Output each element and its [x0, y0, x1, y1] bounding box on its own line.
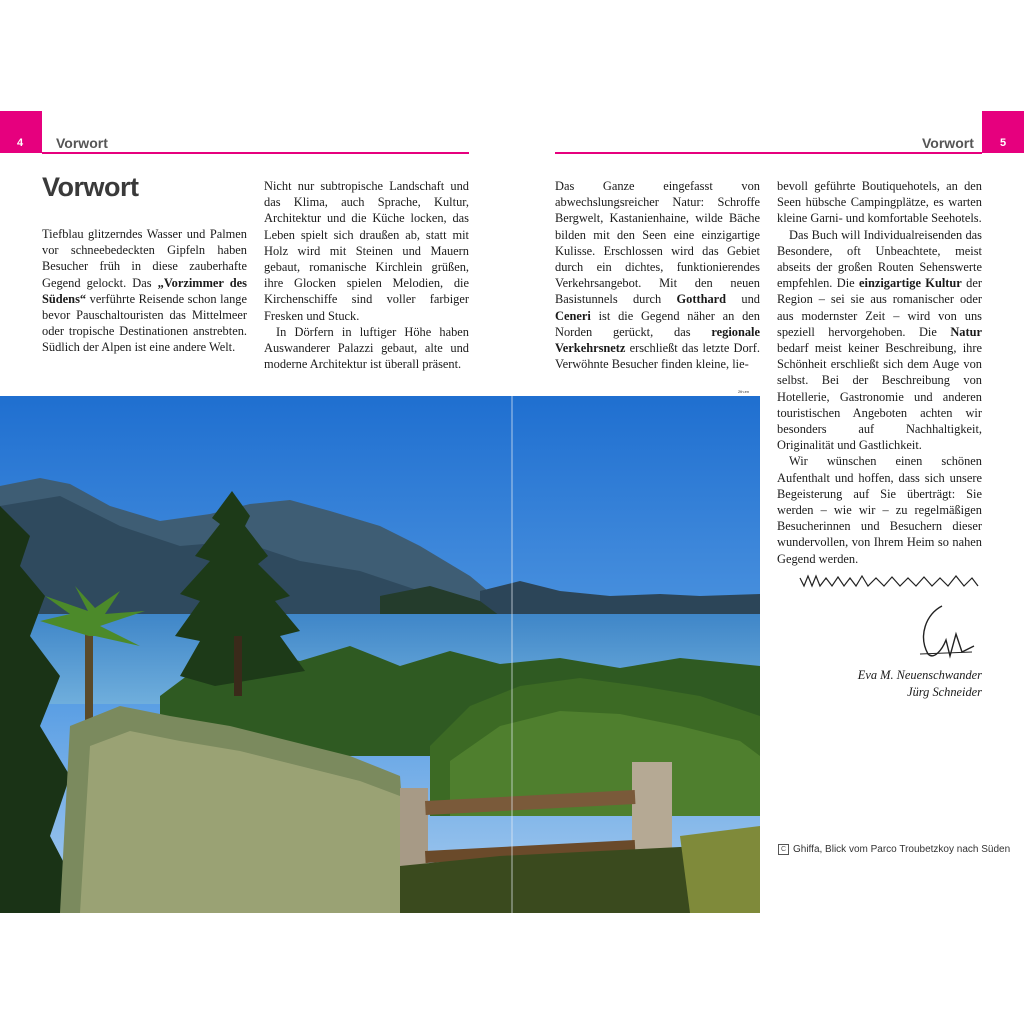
- photo-caption: [778, 844, 1010, 855]
- col3-text-1: Das Ganze eingefasst von abwechslungsreicher Natur: Schroffe Bergwelt, Kastanienhaine, wilde Bäche bilden mit den Seen eine einzigartige Kulisse. Erschlossen wird das Gebiet durch ein dichtes, funktionierendes Verkehrsangebot. Mit den neuen Basistunnels durch: [555, 179, 760, 307]
- header-rule-left: [42, 152, 469, 154]
- col2-paragraph-2: In Dörfern in luftiger Höhe haben Auswanderer Palazzi gebaut, alte und moderne Architektur ist überall präsent.: [264, 324, 469, 372]
- col4-paragraph-2: [777, 227, 982, 454]
- page-number-left: 4: [17, 137, 24, 149]
- text-column-4: [777, 178, 982, 567]
- signature-eva-neuenschwander: [796, 568, 982, 594]
- col1-bold-1: „Vorzimmer des Südens“: [42, 275, 247, 306]
- col4-bold-1: einzigartige Kultur: [859, 276, 962, 291]
- author-1: Eva M. Neuenschwander: [857, 668, 982, 682]
- signature-juerg-schneider: [912, 600, 982, 662]
- col3-bold-2: Ceneri: [555, 308, 591, 323]
- col1-text-2: verführte Reisende schon lange bevor Pauschaltouristen das Mittelmeer oder tropische Destinationen anstrebten. Südlich der Alpen ist eine andere Welt.: [42, 291, 247, 355]
- text-column-3: [555, 178, 760, 372]
- lake-landscape-photo: [0, 396, 760, 913]
- col4-paragraph-3: Wir wünschen einen schönen Aufenthalt und hoffen, dass sich unsere Begeisterung auf Sie überträgt: Sie werden – wie wir – zu regelmäßigen Besucherinnen und Besuchern dieser wundervollen, von Ihrem Heim so nahen Gegend werden.: [777, 454, 982, 566]
- photo-reference-icon: C: [778, 844, 789, 855]
- col3-text-2: und: [726, 292, 760, 307]
- col4-text-3: bedarf meist keiner Beschreibung, ihre Schönheit erschließt sich dem Auge von selbst. Bei der Beschreibung von Hotellerie, Gastronomie und anderen touristischen Angeboten achten wir besonders auf Nachhaltigkeit, Originalität und Gastlichkeit.: [777, 341, 982, 453]
- running-head-right: Vorwort: [922, 135, 974, 151]
- photo-credit: 2th.en: [738, 389, 750, 394]
- col2-paragraph-1: Nicht nur subtropische Landschaft und das Klima, auch Sprache, Kultur, Architektur und die Küche locken, das Leben spielt sich draußen ab, statt mit Holz wird mit Steinen und Mauern gebaut, romanische Kirchlein grüßen, ihre Glocken spielen Melodien, die Kirchenschiffe sind voller farbiger Fresken und Stuck.: [264, 179, 469, 323]
- col1-text-1: Tiefblau glitzerndes Wasser und Palmen vor schneebedeckten Gipfeln haben Besucher früh in diese zauberhafte Gegend gelockt. Das: [42, 227, 247, 290]
- page-number-right: 5: [1000, 137, 1007, 149]
- col3-text-3: ist die Gegend näher an den Norden gerückt, das: [555, 308, 760, 339]
- col4-text-1: Das Buch will Individualreisenden das Besondere, oft Unbeachtete, meist abseits der großen Routen Sehenswerte empfehlen. Die: [777, 227, 982, 291]
- col3-bold-3: regionale Verkehrsnetz: [555, 324, 760, 356]
- col3-bold-1: Gotthard: [676, 292, 727, 307]
- col4-bold-2: Natur: [950, 324, 982, 339]
- col3-text-4: erschließt das letzte Dorf. Verwöhnte Besucher finden kleine, lie-: [555, 341, 760, 372]
- text-column-1: [42, 226, 247, 356]
- header-rule-right: [555, 152, 982, 154]
- caption-text: Ghiffa, Blick vom Parco Troubetzkoy nach Süden: [793, 844, 1011, 855]
- author-2: Jürg Schneider: [907, 685, 982, 699]
- author-names: [800, 667, 982, 701]
- running-head-left: Vorwort: [56, 135, 108, 151]
- col4-text-2: der Region – sei sie aus romanischer oder aus modernster Zeit – wird von uns speziell hervorgehoben. Die: [777, 276, 983, 339]
- col4-paragraph-1: bevoll geführte Boutiquehotels, an den Seen hübsche Campingplätze, es warten kleine Garni- und komfortable Seehotels.: [777, 179, 982, 226]
- text-column-2: [264, 178, 469, 372]
- page-title: Vorwort: [42, 172, 139, 202]
